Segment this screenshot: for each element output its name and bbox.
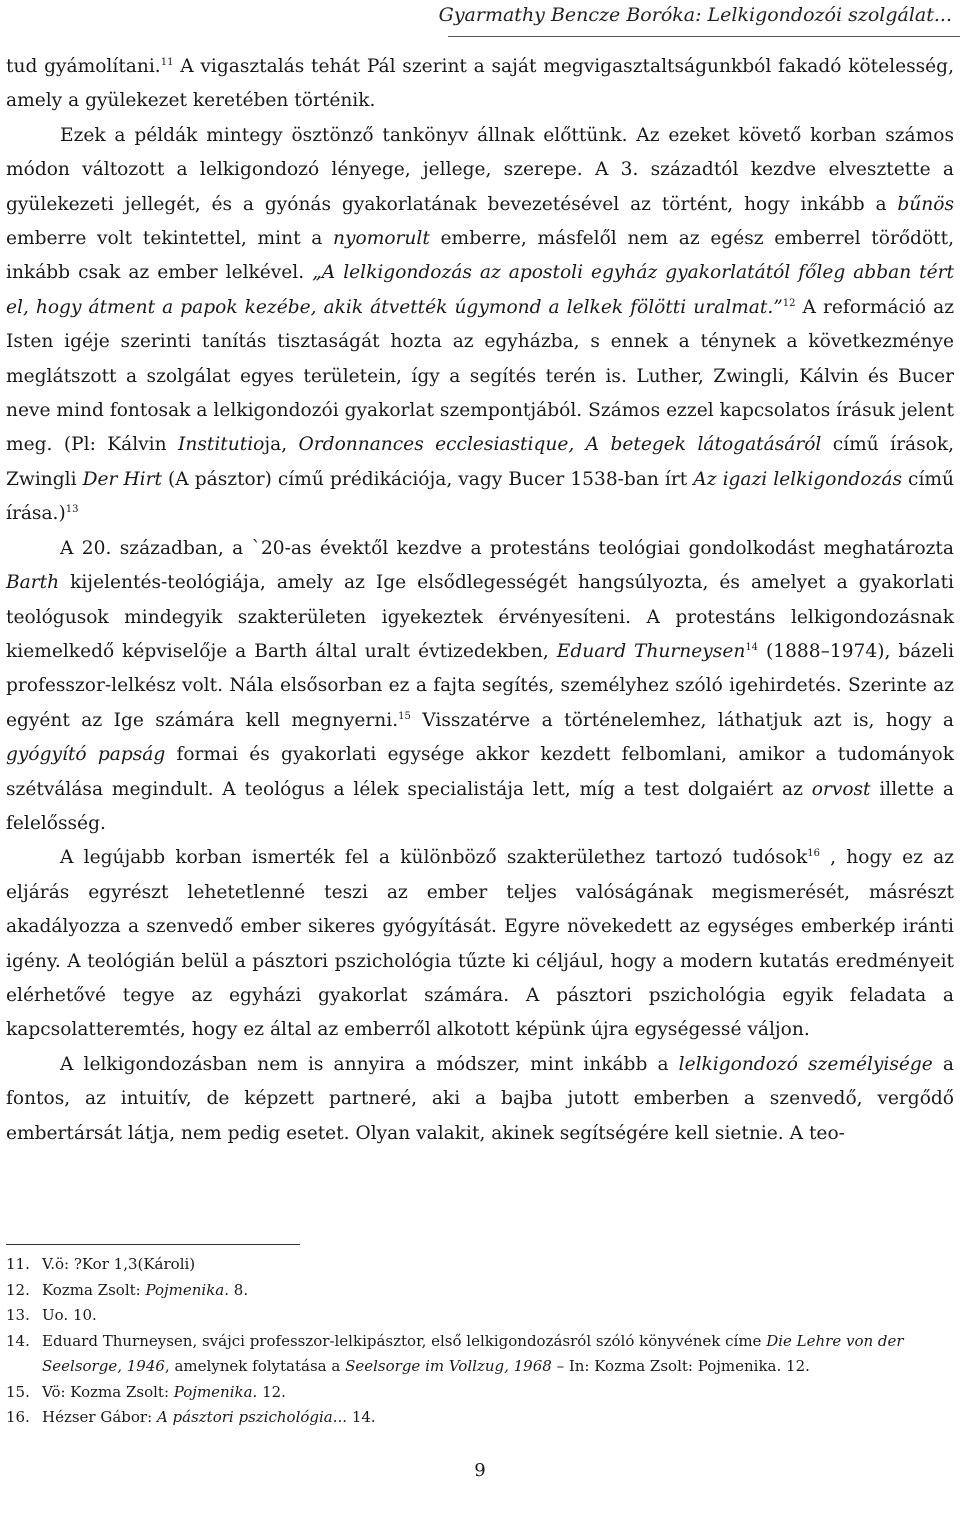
- footnote-number: 13.: [6, 1306, 30, 1324]
- footnote-text: V.ö: ?Kor 1,3(Károli): [42, 1255, 196, 1273]
- paragraph: A legújabb korban ismerték fel a különböző szakterülethez tartozó tudósok$^{16}$ , hogy ez az eljárás egyrészt lehetetlenné teszi az ember teljes valóságának megismerését, másrészt akadályozza a szenvedő ember sikeres gyógyítását. Egyre növekedett az egységes emberkép iránti igény. A teológián belül a pásztori pszichológia tűzte ki céljául, hogy a modern kutatás eredményeit elérhetővé tegye az egyházi gyakorlat számára. A pásztori pszichológia egyik feladata a kapcsolatteremtés, hogy ez által az emberről alkotott képünk újra egységessé váljon.: [6, 847, 955, 1041]
- footnote-text: Eduard Thurneysen, svájci professzor-lelkipásztor, első lelkigondozásról szóló könyvének címe Die Lehre von der Seelsorge, 1946, amelynek folytatása a Seelsorge im Vollzug, 1968 – In: Kozma Zsolt: Pojmenika. 12.: [42, 1331, 904, 1375]
- footnote: [6, 1252, 956, 1278]
- footnote-number: 16.: [6, 1408, 30, 1426]
- page-number: 9: [474, 1460, 486, 1481]
- footnote: [6, 1329, 956, 1380]
- paragraph: A 20. században, a `20-as évektől kezdve a protestáns teológiai gondolkodást meghatározta Barth kijelentés-teológiája, amely az Ige elsődlegességét hangsúlyozta, és amelyet a gyakorlati teológusok mindegyik szakterületen igyekeztek érvényesíteni. A protestáns lelkigondozásnak kiemelkedő képviselője a Barth által uralt évtizedekben, Eduard Thurneysen$^{14}$ (1888–1974), bázeli professzor-lelkész volt. Nála elsősorban ez a fajta segítés, személyhez szóló igehirdetés. Szerinte az egyént az Ige számára kell megnyerni.$^{15}$ Visszatérve a történelemhez, láthatjuk azt is, hogy a gyógyító papság formai és gyakorlati egysége akkor kezdett felbomlani, amikor a tudományok szétválása megindult. A teológus a lélek specialistája lett, míg a test dolgaiért az orvost illette a felelősség.: [6, 537, 955, 834]
- body-text: [6, 50, 954, 1151]
- footnote-text: Kozma Zsolt: Pojmenika. 8.: [42, 1280, 249, 1299]
- footnote-rule: [6, 1244, 300, 1245]
- footnotes: [6, 1252, 956, 1431]
- paragraph: Ezek a példák mintegy ösztönző tankönyv állnak előttünk. Az ezeket követő korban számos módon változott a lelkigondozó lényege, jellege, szerepe. A 3. századtól kezdve elvesztette a gyülekezeti jellegét, és a gyónás gyakorlatának bevezetésével az történt, hogy inkább a bűnös emberre volt tekintettel, mint a nyomorult emberre, másfelől nem az egész emberrel törődött, inkább csak az ember lelkével. „A lelkigondozás az apostoli egyház gyakorlatától főleg abban tért el, hogy átment a papok kezébe, akik átvették úgymond a lelkek fölötti uralmat.”$^{12}$ A reformáció az Isten igéje szerinti tanítás tisztaságát hozta az egyházba, s ennek a ténynek a következménye meglátszott a szolgálat egyes területein, így a segítés terén is. Luther, Zwingli, Kálvin és Bucer neve mind fontosak a lelkigondozói gyakorlat szempontjából. Számos ezzel kapcsolatos írásuk jelent meg. (Pl: Kálvin Institutioja, Ordonnances ecclesiastique, A betegek látogatásáról című írások, Zwingli Der Hirt (A pásztor) című prédikációja, vagy Bucer 1538-ban írt Az igazi lelkigondozás című írása.)$^{13}$: [6, 124, 955, 525]
- footnote-number: 14.: [6, 1331, 30, 1350]
- footnote-number: 15.: [6, 1382, 30, 1401]
- running-header: Gyarmathy Bencze Boróka: Lelkigondozói szolgálat...: [438, 4, 952, 26]
- paragraph: tud gyámolítani.$^{11}$ A vigasztalás tehát Pál szerint a saját megvigasztaltságunkból fakadó kötelesség, amely a gyülekezet keretében történik.: [6, 56, 954, 112]
- footnote: [6, 1278, 956, 1304]
- header-rule: [448, 36, 960, 37]
- footnote-text: Vö: Kozma Zsolt: Pojmenika. 12.: [42, 1382, 286, 1401]
- footnote-number: 11.: [6, 1255, 30, 1273]
- footnote: [6, 1405, 956, 1431]
- footnote-number: 12.: [6, 1280, 30, 1299]
- paragraph: A lelkigondozásban nem is annyira a módszer, mint inkább a lelkigondozó személyisége a fontos, az intuitív, de képzett partneré, aki a bajba jutott emberben a szenvedő, vergődő embertársát látja, nem pedig esetet. Olyan valakit, akinek segítségére kell sietnie. A teo-: [6, 1053, 954, 1144]
- footnote-text: Uo. 10.: [42, 1306, 97, 1324]
- footnote: [6, 1303, 956, 1329]
- footnote: [6, 1380, 956, 1406]
- footnote-text: Hézser Gábor: A pásztori pszichológia... 14.: [42, 1408, 376, 1426]
